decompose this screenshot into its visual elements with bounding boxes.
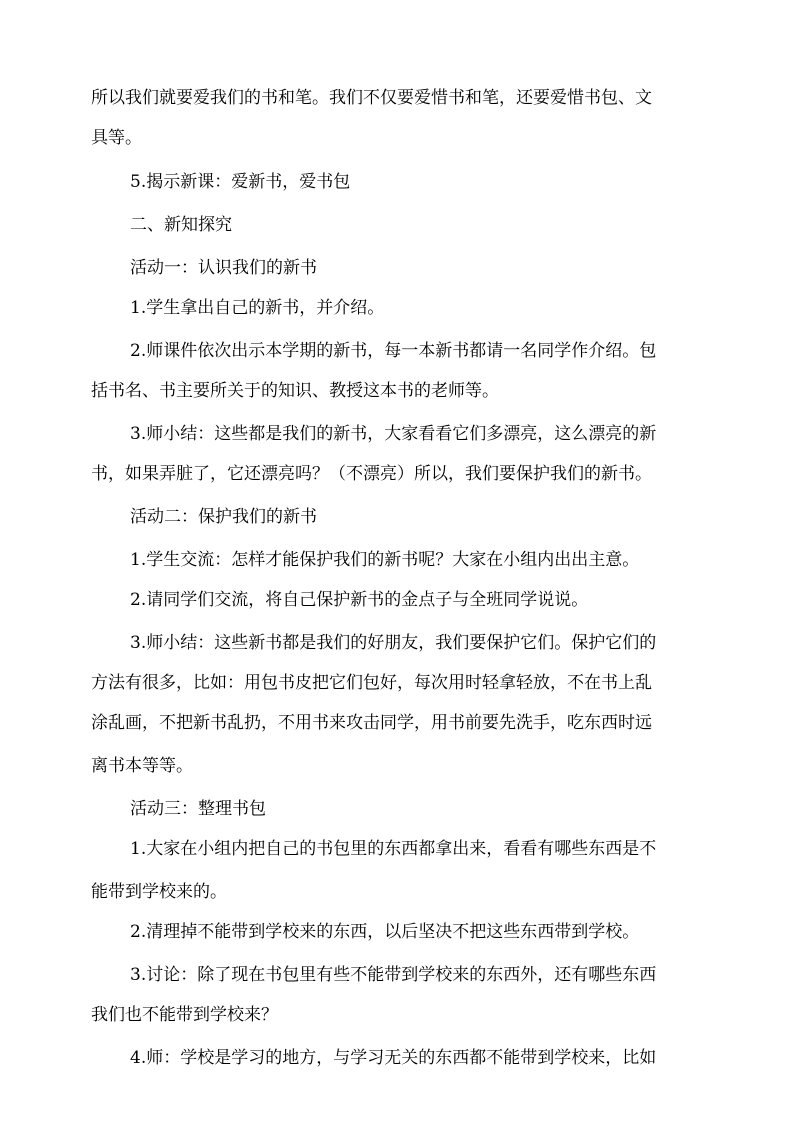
- text-line: 具等。: [91, 128, 142, 148]
- text-line: 1.大家在小组内把自己的书包里的东西都拿出来，看看有哪些东西是不: [130, 839, 657, 859]
- text-line: 离书本等等。: [91, 756, 193, 776]
- activity-heading: 活动二：保护我们的新书: [130, 507, 317, 527]
- activity-heading: 活动三：整理书包: [130, 799, 266, 819]
- text-line: 括书名、书主要所关于的知识、教授这本书的老师等。: [91, 381, 499, 401]
- text-line: 能带到学校来的。: [91, 882, 227, 902]
- section-heading: 二、新知探究: [130, 215, 232, 235]
- text-line: 所以我们就要爱我们的书和笔。我们不仅要爱惜书和笔，还要爱惜书包、文: [91, 88, 652, 108]
- text-line: 3.讨论：除了现在书包里有些不能带到学校来的东西外，还有哪些东西: [130, 965, 657, 985]
- text-line: 2.请同学们交流，将自己保护新书的金点子与全班同学说说。: [130, 590, 589, 610]
- text-line: 1.学生交流：怎样才能保护我们的新书呢？大家在小组内出出主意。: [130, 550, 640, 570]
- text-line: 涂乱画，不把新书乱扔，不用书来攻击同学，用书前要先洗手，吃东西时远: [91, 713, 652, 733]
- text-line: 我们也不能带到学校来？: [91, 1005, 278, 1025]
- text-line: 3.师小结：这些都是我们的新书，大家看看它们多漂亮，这么漂亮的新: [130, 424, 657, 444]
- activity-heading: 活动一：认识我们的新书: [130, 258, 317, 278]
- text-line: 方法有很多，比如：用包书皮把它们包好，每次用时轻拿轻放，不在书上乱: [91, 673, 652, 693]
- text-line: 2.师课件依次出示本学期的新书，每一本新书都请一名同学作介绍。包: [130, 341, 657, 361]
- text-line: 5.揭示新课：爱新书，爱书包: [130, 172, 351, 192]
- text-line: 1.学生拿出自己的新书，并介绍。: [130, 298, 385, 318]
- text-line: 4.师：学校是学习的地方，与学习无关的东西都不能带到学校来，比如: [130, 1048, 657, 1068]
- text-line: 3.师小结：这些新书都是我们的好朋友，我们要保护它们。保护它们的: [130, 633, 657, 653]
- text-line: 书，如果弄脏了，它还漂亮吗？（不漂亮）所以，我们要保护我们的新书。: [91, 464, 652, 484]
- text-line: 2.清理掉不能带到学校来的东西，以后坚决不把这些东西带到学校。: [130, 922, 640, 942]
